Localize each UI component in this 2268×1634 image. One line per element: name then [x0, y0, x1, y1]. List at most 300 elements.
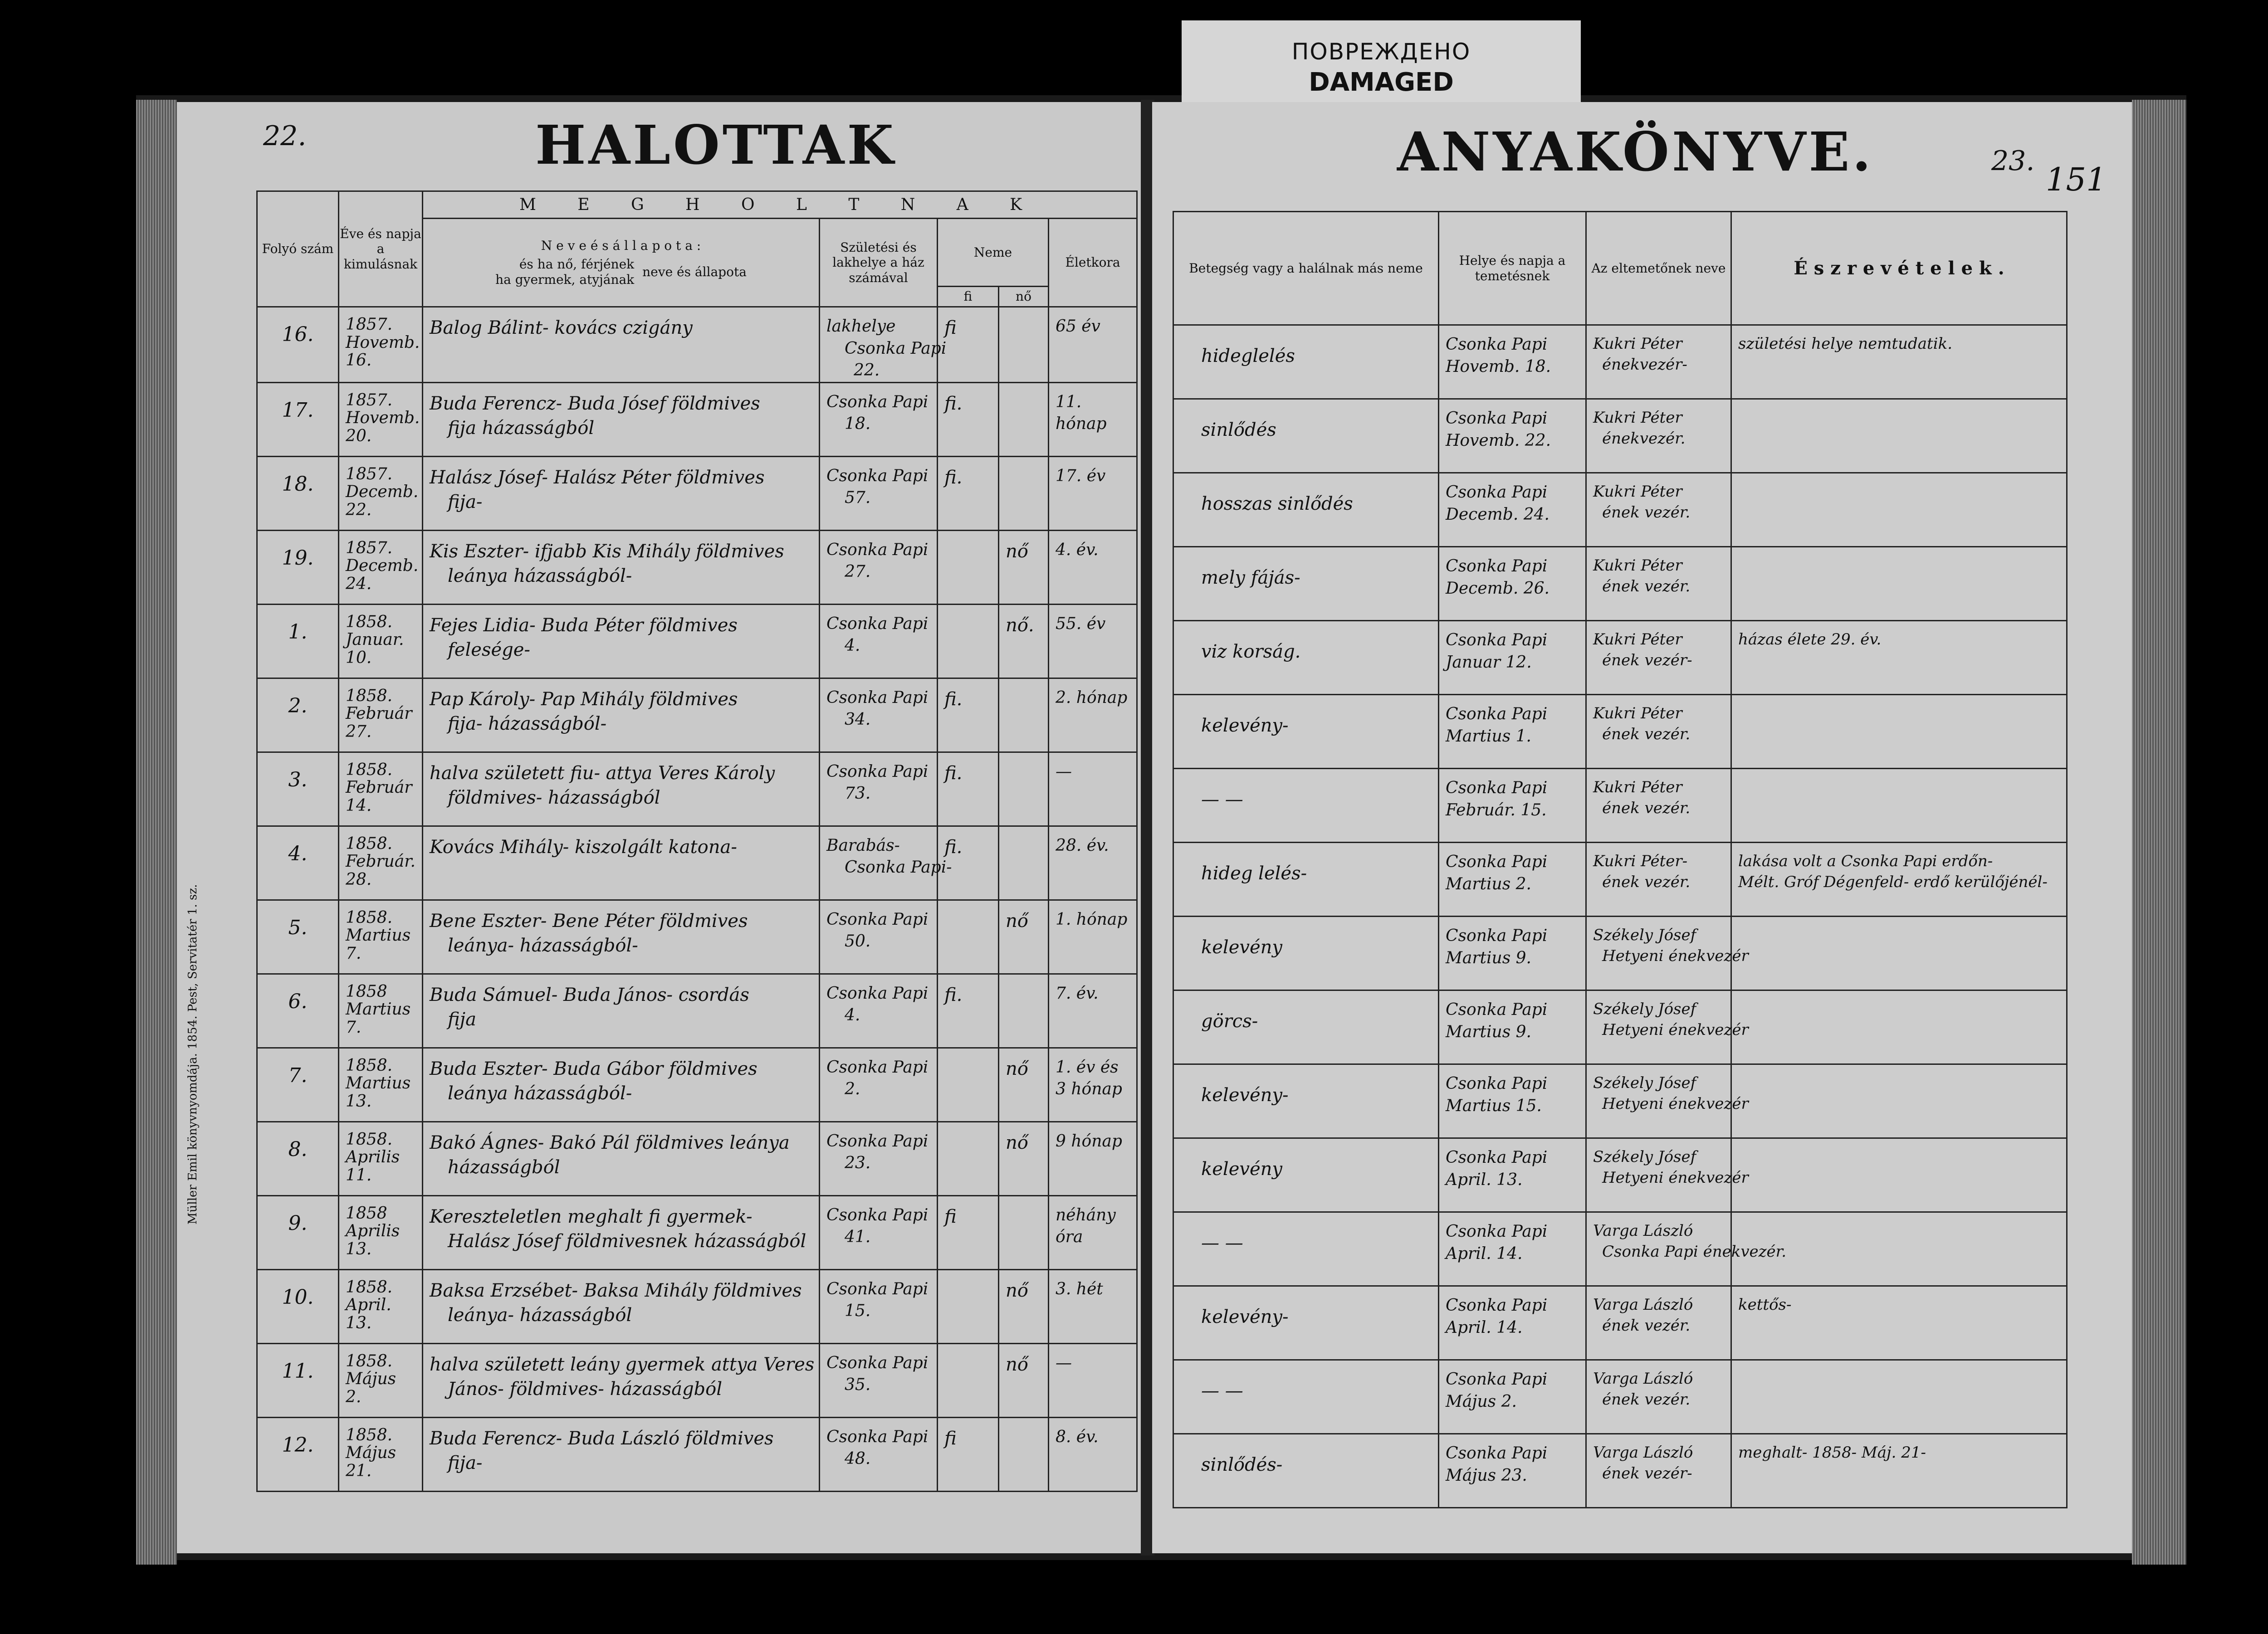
age-line2: hónap [1056, 415, 1107, 434]
deceased-name [423, 678, 820, 752]
burial-date: April. 13. [1446, 1170, 1523, 1189]
death-date [339, 1048, 423, 1122]
death-date [339, 826, 423, 900]
death-date [339, 678, 423, 752]
burial-place: Csonka Papi [1446, 705, 1548, 723]
death-date-month: Február [346, 704, 412, 723]
table-row [1173, 769, 2067, 843]
death-date-month: Martius [346, 1074, 411, 1093]
sex-male-mark: fi. [944, 393, 963, 414]
table-row [1173, 1212, 2067, 1286]
left-register-table [256, 190, 1138, 1492]
death-date-year: 1858 [346, 1204, 387, 1223]
burial-place: Csonka Papi [1446, 557, 1548, 576]
disease [1173, 1212, 1439, 1286]
burial-place-date [1439, 325, 1586, 399]
right-register-table [1173, 211, 2068, 1508]
deceased-name [423, 530, 820, 604]
buried-by [1586, 399, 1731, 473]
burial-date: April. 14. [1446, 1244, 1523, 1263]
birthplace [820, 604, 938, 678]
table-row [257, 752, 1137, 826]
buried-by-name: Kukri Péter [1593, 704, 1682, 722]
table-row [257, 1417, 1137, 1491]
death-date-month: Május [346, 1444, 396, 1463]
deceased-name-line1: Bene Eszter- Bene Péter földmives [430, 910, 748, 932]
death-date-month: Aprilis [346, 1222, 400, 1241]
burial-place: Csonka Papi [1446, 409, 1548, 428]
deceased-name-line1: Balog Bálint- kovács czigány [430, 317, 693, 338]
header-eve: Éve és napja a kimulásnak [339, 191, 423, 307]
death-date [339, 1417, 423, 1491]
entry-number [257, 826, 339, 900]
table-row [257, 1122, 1137, 1195]
deceased-name [423, 1122, 820, 1195]
buried-by [1586, 621, 1731, 695]
death-date-month: Decemb. [346, 483, 419, 502]
buried-by-title: ének vezér- [1602, 1464, 1692, 1483]
death-date-month: Aprilis [346, 1148, 400, 1167]
burial-date: Február. 15. [1446, 800, 1547, 819]
entry-number-text: 17. [282, 398, 314, 422]
burial-date: Martius 9. [1446, 1022, 1531, 1041]
header-helye: Helye és napja a temetésnek [1439, 212, 1586, 325]
deceased-name [423, 900, 820, 974]
disease [1173, 990, 1439, 1064]
table-row [1173, 1064, 2067, 1138]
sex-male [938, 752, 999, 826]
age [1049, 1269, 1137, 1343]
age [1049, 1122, 1137, 1195]
birthplace-line1: Csonka Papi [826, 910, 929, 929]
birthplace [820, 1195, 938, 1269]
birthplace [820, 456, 938, 530]
buried-by [1586, 1212, 1787, 1286]
birthplace-line1: Csonka Papi [826, 688, 929, 707]
remarks [1731, 473, 2067, 547]
entry-number [257, 1417, 339, 1491]
disease [1173, 1064, 1439, 1138]
sex-male-mark: fi [944, 1428, 957, 1449]
sex-female [999, 1048, 1049, 1122]
death-date-day: 7. [346, 944, 362, 963]
buried-by-title: ének vezér- [1602, 651, 1692, 669]
birthplace-line1: Csonka Papi [826, 984, 929, 1003]
deceased-name [423, 382, 820, 456]
sex-female-mark: nő [1006, 1132, 1028, 1153]
sex-male [938, 900, 999, 974]
death-date [339, 974, 423, 1048]
burial-place-date [1439, 843, 1586, 917]
birthplace-line2: 73. [845, 784, 871, 803]
buried-by-name: Kukri Péter [1593, 409, 1682, 427]
right-page-edges [2132, 100, 2186, 1565]
sex-female-mark: nő [1006, 1058, 1028, 1079]
entry-number-text: 6. [288, 990, 308, 1013]
remarks [1731, 325, 2067, 399]
entry-number-text: 16. [282, 323, 314, 346]
birthplace-line1: lakhelye [826, 317, 896, 336]
sex-male [938, 1048, 999, 1122]
death-date-month: Hovemb. [346, 409, 420, 428]
table-row [257, 604, 1137, 678]
table-row [1173, 399, 2067, 473]
buried-by-title: ének vezér. [1602, 725, 1691, 743]
age-line1: 28. év. [1056, 836, 1109, 855]
death-date-day: 27. [346, 722, 372, 741]
burial-place-date [1439, 1212, 1586, 1286]
birthplace [820, 826, 952, 900]
sex-female [999, 382, 1049, 456]
header-eltemeto: Az eltemetőnek neve [1586, 212, 1731, 325]
birthplace [820, 382, 938, 456]
birthplace-line1: Csonka Papi [826, 1205, 929, 1224]
remarks-line1: házas élete 29. év. [1738, 630, 1882, 649]
deceased-name-line2: felesége- [448, 639, 530, 660]
sex-female [999, 1122, 1049, 1195]
header-neve [423, 219, 820, 307]
burial-place: Csonka Papi [1446, 1222, 1548, 1241]
age [1049, 752, 1137, 826]
burial-place: Csonka Papi [1446, 1000, 1548, 1019]
entry-number [257, 1343, 339, 1417]
table-row [1173, 990, 2067, 1064]
death-date-day: 2. [346, 1387, 362, 1406]
death-date-day: 24. [346, 574, 372, 593]
birthplace-line1: Csonka Papi [826, 1427, 929, 1446]
sex-male [938, 974, 999, 1048]
burial-place-date [1439, 473, 1586, 547]
disease [1173, 621, 1439, 695]
age [1049, 1195, 1137, 1269]
burial-place-date [1439, 1138, 1586, 1212]
buried-by-title: Hetyeni énekvezér [1602, 1168, 1749, 1187]
disease [1173, 399, 1439, 473]
header-neve-line4: neve és állapota [642, 264, 747, 279]
sex-female [999, 900, 1049, 974]
age-line1: 8. év. [1056, 1427, 1099, 1446]
sex-female [999, 974, 1049, 1048]
disease-text: sinlődés [1201, 419, 1276, 440]
birthplace [820, 1417, 938, 1491]
disease-text: kelevény- [1201, 1085, 1289, 1106]
age-line1: néhány [1056, 1205, 1116, 1224]
death-date-year: 1857. [346, 315, 393, 334]
deceased-name-line1: Halász Jósef- Halász Péter földmives [430, 467, 765, 488]
sex-female [999, 752, 1049, 826]
sex-female [999, 307, 1049, 383]
deceased-name-line2: leánya házasságból- [448, 565, 632, 586]
entry-number-text: 11. [282, 1359, 314, 1383]
age-line1: 9 hónap [1056, 1132, 1122, 1151]
table-row [257, 307, 1137, 383]
burial-place: Csonka Papi [1446, 631, 1548, 649]
burial-place-date [1439, 1434, 1586, 1508]
deceased-name-line2: fija- házasságból- [448, 713, 607, 734]
death-date [339, 752, 423, 826]
deceased-name-line2: házasságból [448, 1156, 560, 1178]
age [1049, 900, 1137, 974]
deceased-name-line2: fija- [448, 1452, 483, 1473]
buried-by-title: Hetyeni énekvezér [1602, 946, 1749, 965]
sex-female [999, 1417, 1049, 1491]
deceased-name-line1: halva született leány gyermek attya Veres [430, 1354, 815, 1375]
death-date-year: 1858. [346, 908, 393, 927]
birthplace-line2: 27. [845, 562, 871, 581]
disease [1173, 843, 1439, 917]
header-neme: Neme [938, 219, 1049, 287]
disease [1173, 1286, 1439, 1360]
entry-number [257, 974, 339, 1048]
burial-place-date [1439, 621, 1586, 695]
birthplace-line1: Csonka Papi [826, 392, 929, 411]
death-date-year: 1857. [346, 464, 393, 483]
header-eletkora: Életkora [1049, 219, 1137, 307]
buried-by [1586, 1360, 1731, 1434]
death-date-month: Martius [346, 926, 411, 945]
age [1049, 530, 1137, 604]
entry-number [257, 1048, 339, 1122]
remarks [1731, 843, 2067, 917]
birthplace-line2: 4. [845, 636, 860, 655]
remarks-line2: Mélt. Gróf Dégenfeld- erdő kerülőjénél- [1738, 873, 2048, 891]
entry-number-text: 3. [288, 768, 308, 791]
sex-male [938, 530, 999, 604]
disease [1173, 473, 1439, 547]
buried-by-title: Hetyeni énekvezér [1602, 1094, 1749, 1113]
sex-male [938, 382, 999, 456]
sex-female [999, 826, 1049, 900]
death-date-year: 1857. [346, 390, 393, 410]
stamp-line-2: DAMAGED [1309, 68, 1454, 97]
sex-male-mark: fi [944, 317, 957, 338]
deceased-name-line1: Buda Sámuel- Buda János- csordás [430, 984, 749, 1005]
burial-date: Martius 2. [1446, 874, 1531, 893]
table-row [1173, 843, 2067, 917]
table-row [257, 456, 1137, 530]
death-date-year: 1858. [346, 1056, 393, 1075]
entry-number-text: 10. [282, 1285, 314, 1309]
buried-by-name: Varga László [1593, 1222, 1693, 1240]
table-row [257, 678, 1137, 752]
death-date-year: 1858. [346, 1130, 393, 1149]
entry-number [257, 382, 339, 456]
sex-female [999, 1269, 1049, 1343]
disease [1173, 917, 1439, 990]
header-neve-line2: és ha nő, férjének [519, 257, 635, 272]
table-row [1173, 325, 2067, 399]
buried-by-name: Kukri Péter- [1593, 852, 1688, 870]
sex-male-mark: fi. [944, 984, 963, 1005]
entry-number [257, 1122, 339, 1195]
entry-number [257, 900, 339, 974]
birthplace-line2: 18. [845, 415, 871, 434]
deceased-name-line2: fija házasságból [448, 417, 595, 439]
entry-number [257, 456, 339, 530]
deceased-name [423, 1343, 820, 1417]
death-date [339, 1195, 423, 1269]
age-line1: 7. év. [1056, 984, 1099, 1003]
age-line1: 2. hónap [1056, 688, 1128, 707]
birthplace-line1: Csonka Papi [826, 540, 929, 559]
disease-text: viz korság. [1201, 641, 1301, 662]
sex-male [938, 604, 999, 678]
header-fi: fi [938, 287, 999, 307]
table-row [257, 1269, 1137, 1343]
buried-by-name: Kukri Péter [1593, 778, 1682, 796]
age [1049, 307, 1137, 383]
deceased-name-line2: leánya- házasságból [448, 1304, 632, 1326]
death-date-month: Decemb. [346, 556, 419, 576]
sex-male-mark: fi. [944, 762, 963, 784]
buried-by [1586, 1286, 1731, 1360]
buried-by-title: ének vezér. [1602, 873, 1691, 891]
left-page-edges [136, 100, 177, 1565]
entry-number [257, 1269, 339, 1343]
age [1049, 382, 1137, 456]
death-date-year: 1858 [346, 982, 387, 1001]
death-date [339, 307, 423, 383]
remarks [1731, 990, 2067, 1064]
age [1049, 826, 1137, 900]
birthplace-line2: 50. [845, 932, 871, 951]
burial-date: Martius 9. [1446, 948, 1531, 967]
death-date [339, 382, 423, 456]
remarks [1731, 547, 2067, 621]
death-date-day: 21. [346, 1461, 372, 1480]
sex-female [999, 1343, 1049, 1417]
birthplace-line3: 22. [854, 361, 880, 380]
birthplace [820, 1269, 938, 1343]
deceased-name-line2: Halász Jósef földmivesnek házasságból [448, 1230, 807, 1252]
burial-place: Csonka Papi [1446, 927, 1548, 945]
buried-by-title: ének vezér. [1602, 1390, 1691, 1409]
disease [1173, 769, 1439, 843]
sex-female-mark: nő [1006, 1354, 1028, 1375]
stamp-line-1: ПОВРЕЖДЕНО [1291, 39, 1471, 65]
burial-place-date [1439, 695, 1586, 769]
buried-by-title: ének vezér. [1602, 577, 1691, 595]
age [1049, 1048, 1137, 1122]
age-line2: óra [1056, 1228, 1083, 1247]
buried-by-name: Varga László [1593, 1296, 1693, 1314]
buried-by-title: ének vezér. [1602, 1316, 1691, 1335]
sex-female [999, 678, 1049, 752]
buried-by-name: Varga László [1593, 1444, 1693, 1462]
burial-place-date [1439, 769, 1586, 843]
birthplace [820, 1122, 938, 1195]
disease [1173, 1138, 1439, 1212]
deceased-name [423, 1417, 820, 1491]
sex-female [999, 530, 1049, 604]
sex-female [999, 1195, 1049, 1269]
death-date-day: 13. [346, 1239, 372, 1258]
age [1049, 604, 1137, 678]
deceased-name-line2: fija [448, 1009, 476, 1030]
burial-date: Januar 12. [1446, 653, 1532, 672]
age-line1: 11. [1056, 392, 1082, 411]
birthplace-line2: 48. [845, 1449, 871, 1468]
birthplace-line1: Csonka Papi [826, 762, 929, 781]
birthplace-line1: Csonka Papi [826, 1058, 929, 1077]
folio-number: 151 [2046, 161, 2107, 198]
buried-by [1586, 1138, 1749, 1212]
sex-female [999, 456, 1049, 530]
left-page-title: HALOTTAK [535, 113, 896, 176]
buried-by [1586, 990, 1749, 1064]
disease-text: — — [1201, 1380, 1243, 1401]
birthplace-line1: Csonka Papi [826, 1279, 929, 1298]
burial-date: Hovemb. 22. [1446, 431, 1551, 450]
birthplace-line2: 2. [845, 1080, 860, 1099]
burial-date: Hovemb. 18. [1446, 357, 1551, 376]
disease-text: sinlődés- [1201, 1454, 1283, 1475]
death-date-year: 1858. [346, 1278, 393, 1297]
disease-text: mely fájás- [1201, 567, 1300, 588]
deceased-name-line1: Fejes Lidia- Buda Péter földmives [430, 615, 738, 636]
disease-text: — — [1201, 1233, 1243, 1254]
right-page-title: ANYAKÖNYVE. [1397, 120, 1874, 183]
entry-number [257, 752, 339, 826]
table-row [1173, 1360, 2067, 1434]
remarks [1731, 1286, 2067, 1360]
table-row [257, 382, 1137, 456]
entry-number-text: 9. [288, 1211, 308, 1235]
remarks [1731, 621, 2067, 695]
death-date [339, 456, 423, 530]
sex-female [999, 604, 1049, 678]
buried-by-name: Székely Jósef [1593, 1148, 1696, 1166]
buried-by-name: Kukri Péter [1593, 556, 1682, 575]
birthplace [820, 530, 938, 604]
deceased-name [423, 752, 820, 826]
birthplace-line2: 35. [845, 1375, 871, 1395]
death-date-year: 1858. [346, 612, 393, 631]
sex-male-mark: fi. [944, 467, 963, 488]
birthplace-line2: 15. [845, 1302, 871, 1321]
buried-by [1586, 547, 1731, 621]
buried-by-title: ének vezér. [1602, 799, 1691, 817]
deceased-name [423, 604, 820, 678]
deceased-name [423, 456, 820, 530]
death-date-year: 1858. [346, 834, 393, 853]
header-meghaltnak: M E G H O L T N A K [423, 191, 1137, 219]
table-row [1173, 1434, 2067, 1508]
death-date-month: Május [346, 1370, 396, 1389]
burial-place: Csonka Papi [1446, 1444, 1548, 1463]
sex-male-mark: fi. [944, 688, 963, 710]
deceased-name [423, 307, 820, 383]
birthplace [820, 307, 947, 383]
buried-by [1586, 695, 1731, 769]
birthplace-line2: 4. [845, 1006, 860, 1025]
header-betegseg: Betegség vagy a halálnak más neme [1173, 212, 1439, 325]
death-date-day: 22. [346, 500, 372, 519]
buried-by-name: Székely Jósef [1593, 1074, 1696, 1092]
buried-by-name: Kukri Péter [1593, 630, 1682, 649]
death-date [339, 900, 423, 974]
table-row [1173, 547, 2067, 621]
deceased-name-line1: Kovács Mihály- kiszolgált katona- [430, 836, 737, 858]
entry-number-text: 1. [288, 620, 308, 644]
entry-number [257, 307, 339, 383]
birthplace [820, 1343, 938, 1417]
death-date-day: 14. [346, 796, 372, 815]
remarks [1731, 1434, 2067, 1508]
age-line1: 4. év. [1056, 540, 1099, 559]
sex-male [938, 1269, 999, 1343]
entry-number-text: 7. [288, 1063, 308, 1087]
